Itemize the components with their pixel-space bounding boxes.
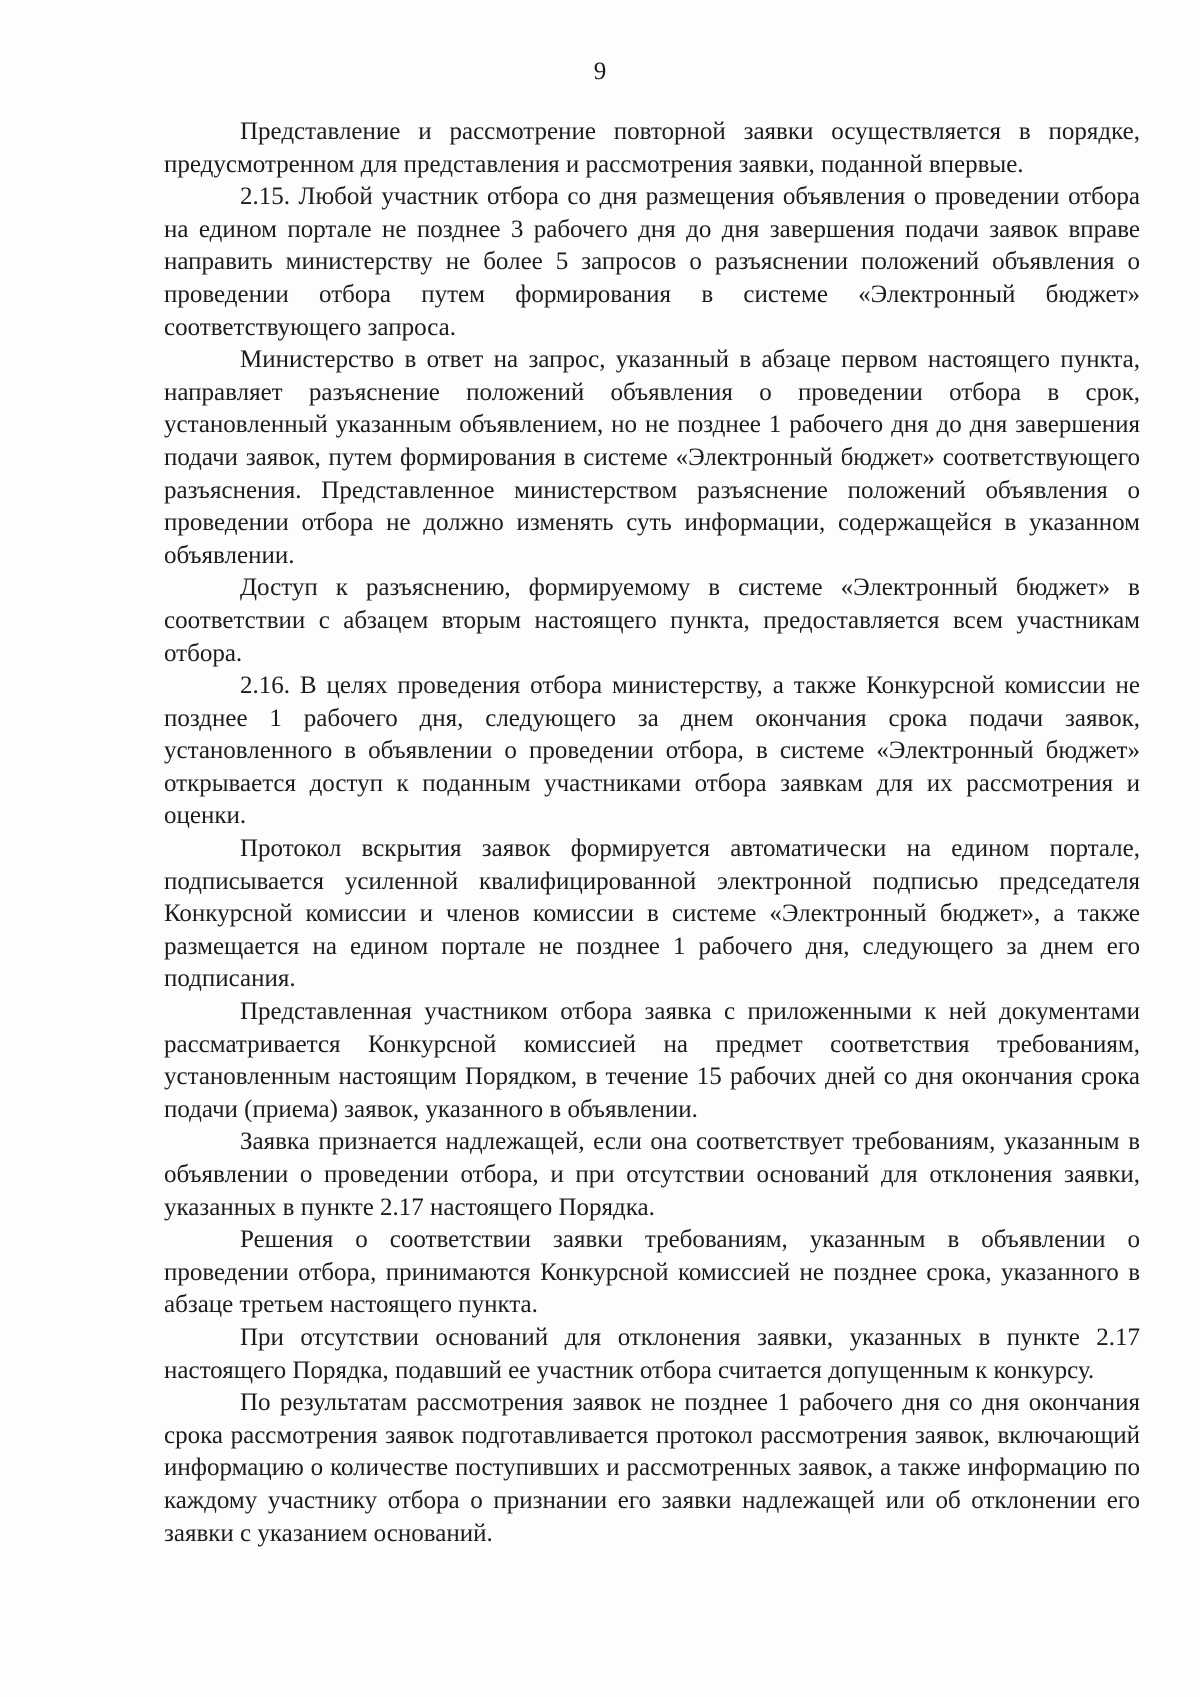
paragraph: Заявка признается надлежащей, если она соответствует требованиям, указанным в объявлении о проведении отбора, и при отсутствии оснований для отклонения заявки, указанных в пункте 2.17 настоящего Порядка.	[164, 1128, 1140, 1221]
paragraph: Представленная участником отбора заявка с приложенными к ней документами рассматривается Конкурсной комиссией на предмет соответствия требованиям, установленным настоящим Порядком, в течение 15 рабочих дней со дня окончания срока подачи (приема) заявок, указанного в объявлении.	[164, 998, 1140, 1123]
paragraph: Протокол вскрытия заявок формируется автоматически на едином портале, подписывается усиленной квалифицированной электронной подписью председателя Конкурсной комиссии и членов комиссии в системе «Электронный бюджет», а также размещается на едином портале не позднее 1 рабочего дня, следующего за днем его подписания.	[164, 835, 1140, 993]
paragraph: Представление и рассмотрение повторной заявки осуществляется в порядке, предусмотренном для представления и рассмотрения заявки, поданной впервые.	[164, 118, 1140, 178]
paragraph: Доступ к разъяснению, формируемому в системе «Электронный бюджет» в соответствии с абзацем вторым настоящего пункта, предоставляется всем участникам отбора.	[164, 574, 1140, 667]
paragraph: Министерство в ответ на запрос, указанный в абзаце первом настоящего пункта, направляет разъяснение положений объявления о проведении отбора в срок, установленный указанным объявлением, но не позднее 1 рабочего дня до дня завершения подачи заявок, путем формирования в системе «Электронный бюджет» соответствующего разъяснения. Представленное министерством разъяснение положений объявления о проведении отбора не должно изменять суть информации, содержащейся в указанном объявлении.	[164, 346, 1140, 569]
paragraph: 2.15. Любой участник отбора со дня размещения объявления о проведении отбора на едином портале не позднее 3 рабочего дня до дня завершения подачи заявок вправе направить министерству не более 5 запросов о разъяснении положений объявления о проведении отбора путем формирования в системе «Электронный бюджет» соответствующего запроса.	[164, 183, 1140, 341]
paragraph: Решения о соответствии заявки требованиям, указанным в объявлении о проведении отбора, принимаются Конкурсной комиссией не позднее срока, указанного в абзаце третьем настоящего пункта.	[164, 1226, 1140, 1319]
document-body	[164, 116, 1140, 1550]
paragraph: При отсутствии оснований для отклонения заявки, указанных в пункте 2.17 настоящего Порядка, подавший ее участник отбора считается допущенным к конкурсу.	[164, 1323, 1140, 1384]
paragraph: По результатам рассмотрения заявок не позднее 1 рабочего дня со дня окончания срока рассмотрения заявок подготавливается протокол рассмотрения заявок, включающий информацию о количестве поступивших и рассмотренных заявок, а также информацию по каждому участнику отбора о признании его заявки надлежащей или об отклонении его заявки с указанием оснований.	[164, 1389, 1140, 1547]
page-number: 9	[593, 58, 607, 85]
paragraph: 2.16. В целях проведения отбора министерству, а также Конкурсной комиссии не позднее 1 рабочего дня, следующего за днем окончания срока подачи заявок, установленного в объявлении о проведении отбора, в системе «Электронный бюджет» открывается доступ к поданным участниками отбора заявкам для их рассмотрения и оценки.	[164, 672, 1140, 830]
